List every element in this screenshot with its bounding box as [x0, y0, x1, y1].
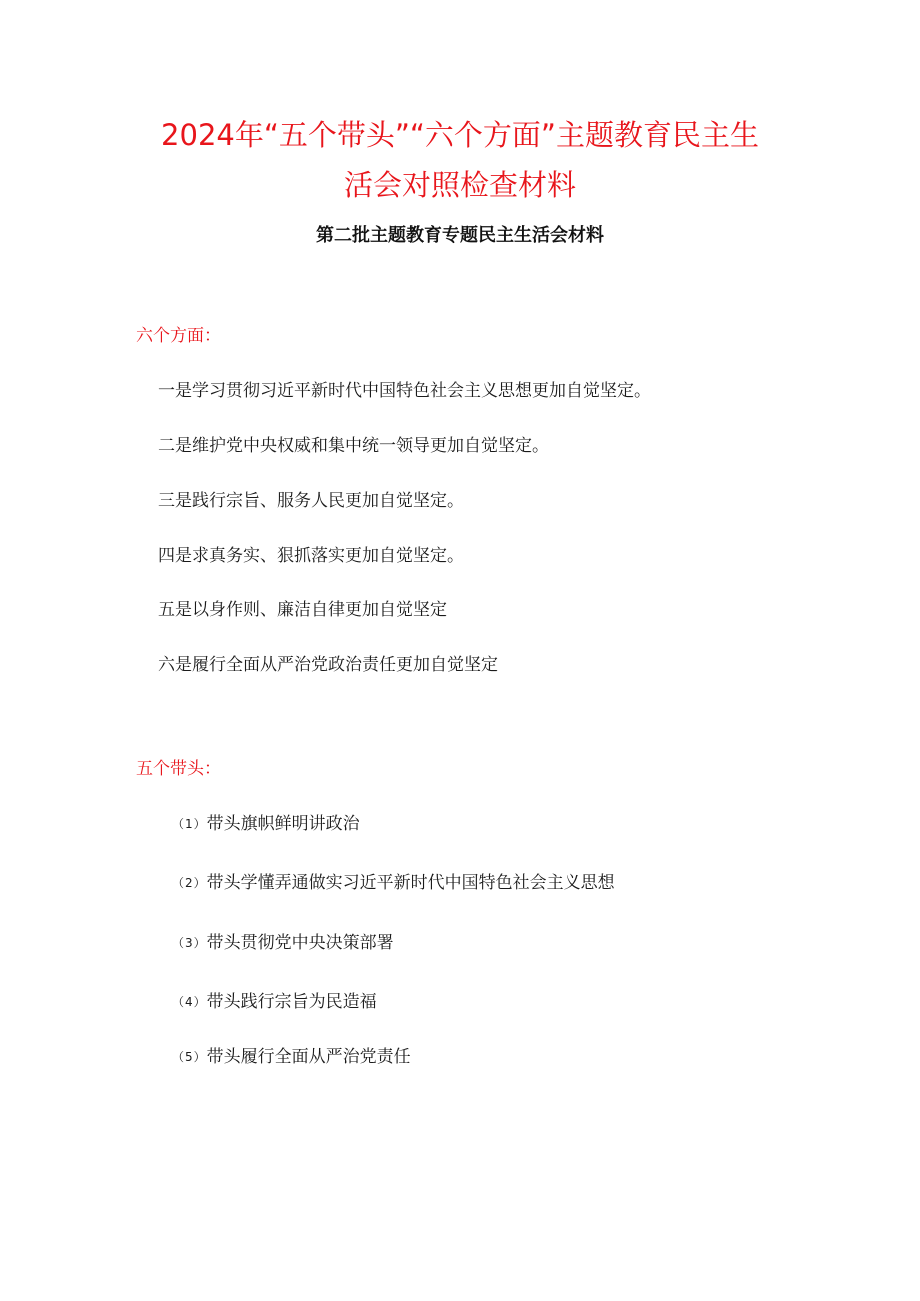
five-leads-item-2 [172, 871, 615, 895]
list-number: （2） [172, 876, 207, 890]
list-item-text: 带头贯彻党中央决策部署 [206, 933, 394, 953]
six-aspects-item-5: 五是以身作则、廉洁自律更加自觉坚定 [158, 600, 447, 620]
list-item-text: 带头学懂弄通做实习近平新时代中国特色社会主义思想 [206, 873, 615, 893]
five-leads-heading: 五个带头： [136, 759, 221, 779]
six-aspects-item-1: 一是学习贯彻习近平新时代中国特色社会主义思想更加自觉坚定。 [158, 381, 651, 401]
document-title-line-1: 2024年“五个带头”“六个方面”主题教育民主生 [161, 118, 759, 152]
list-number: （3） [172, 936, 207, 950]
list-item-text: 带头履行全面从严治党责任 [206, 1047, 411, 1067]
six-aspects-item-2: 二是维护党中央权威和集中统一领导更加自觉坚定。 [158, 436, 549, 456]
six-aspects-item-4: 四是求真务实、狠抓落实更加自觉坚定。 [158, 546, 464, 566]
document-subtitle: 第二批主题教育专题民主生活会材料 [316, 225, 604, 246]
list-item-text: 带头践行宗旨为民造福 [206, 992, 377, 1012]
five-leads-item-4 [172, 990, 377, 1014]
list-number: （5） [172, 1050, 207, 1064]
six-aspects-item-3: 三是践行宗旨、服务人民更加自觉坚定。 [158, 491, 464, 511]
six-aspects-item-6: 六是履行全面从严治党政治责任更加自觉坚定 [158, 655, 498, 675]
six-aspects-heading: 六个方面： [136, 326, 221, 346]
list-number: （1） [172, 817, 207, 831]
five-leads-item-1 [172, 812, 360, 836]
document-title-line-2: 活会对照检查材料 [343, 168, 576, 202]
list-item-text: 带头旗帜鲜明讲政治 [206, 814, 360, 834]
five-leads-item-5 [172, 1045, 411, 1069]
five-leads-item-3 [172, 931, 394, 955]
list-number: （4） [172, 995, 207, 1009]
